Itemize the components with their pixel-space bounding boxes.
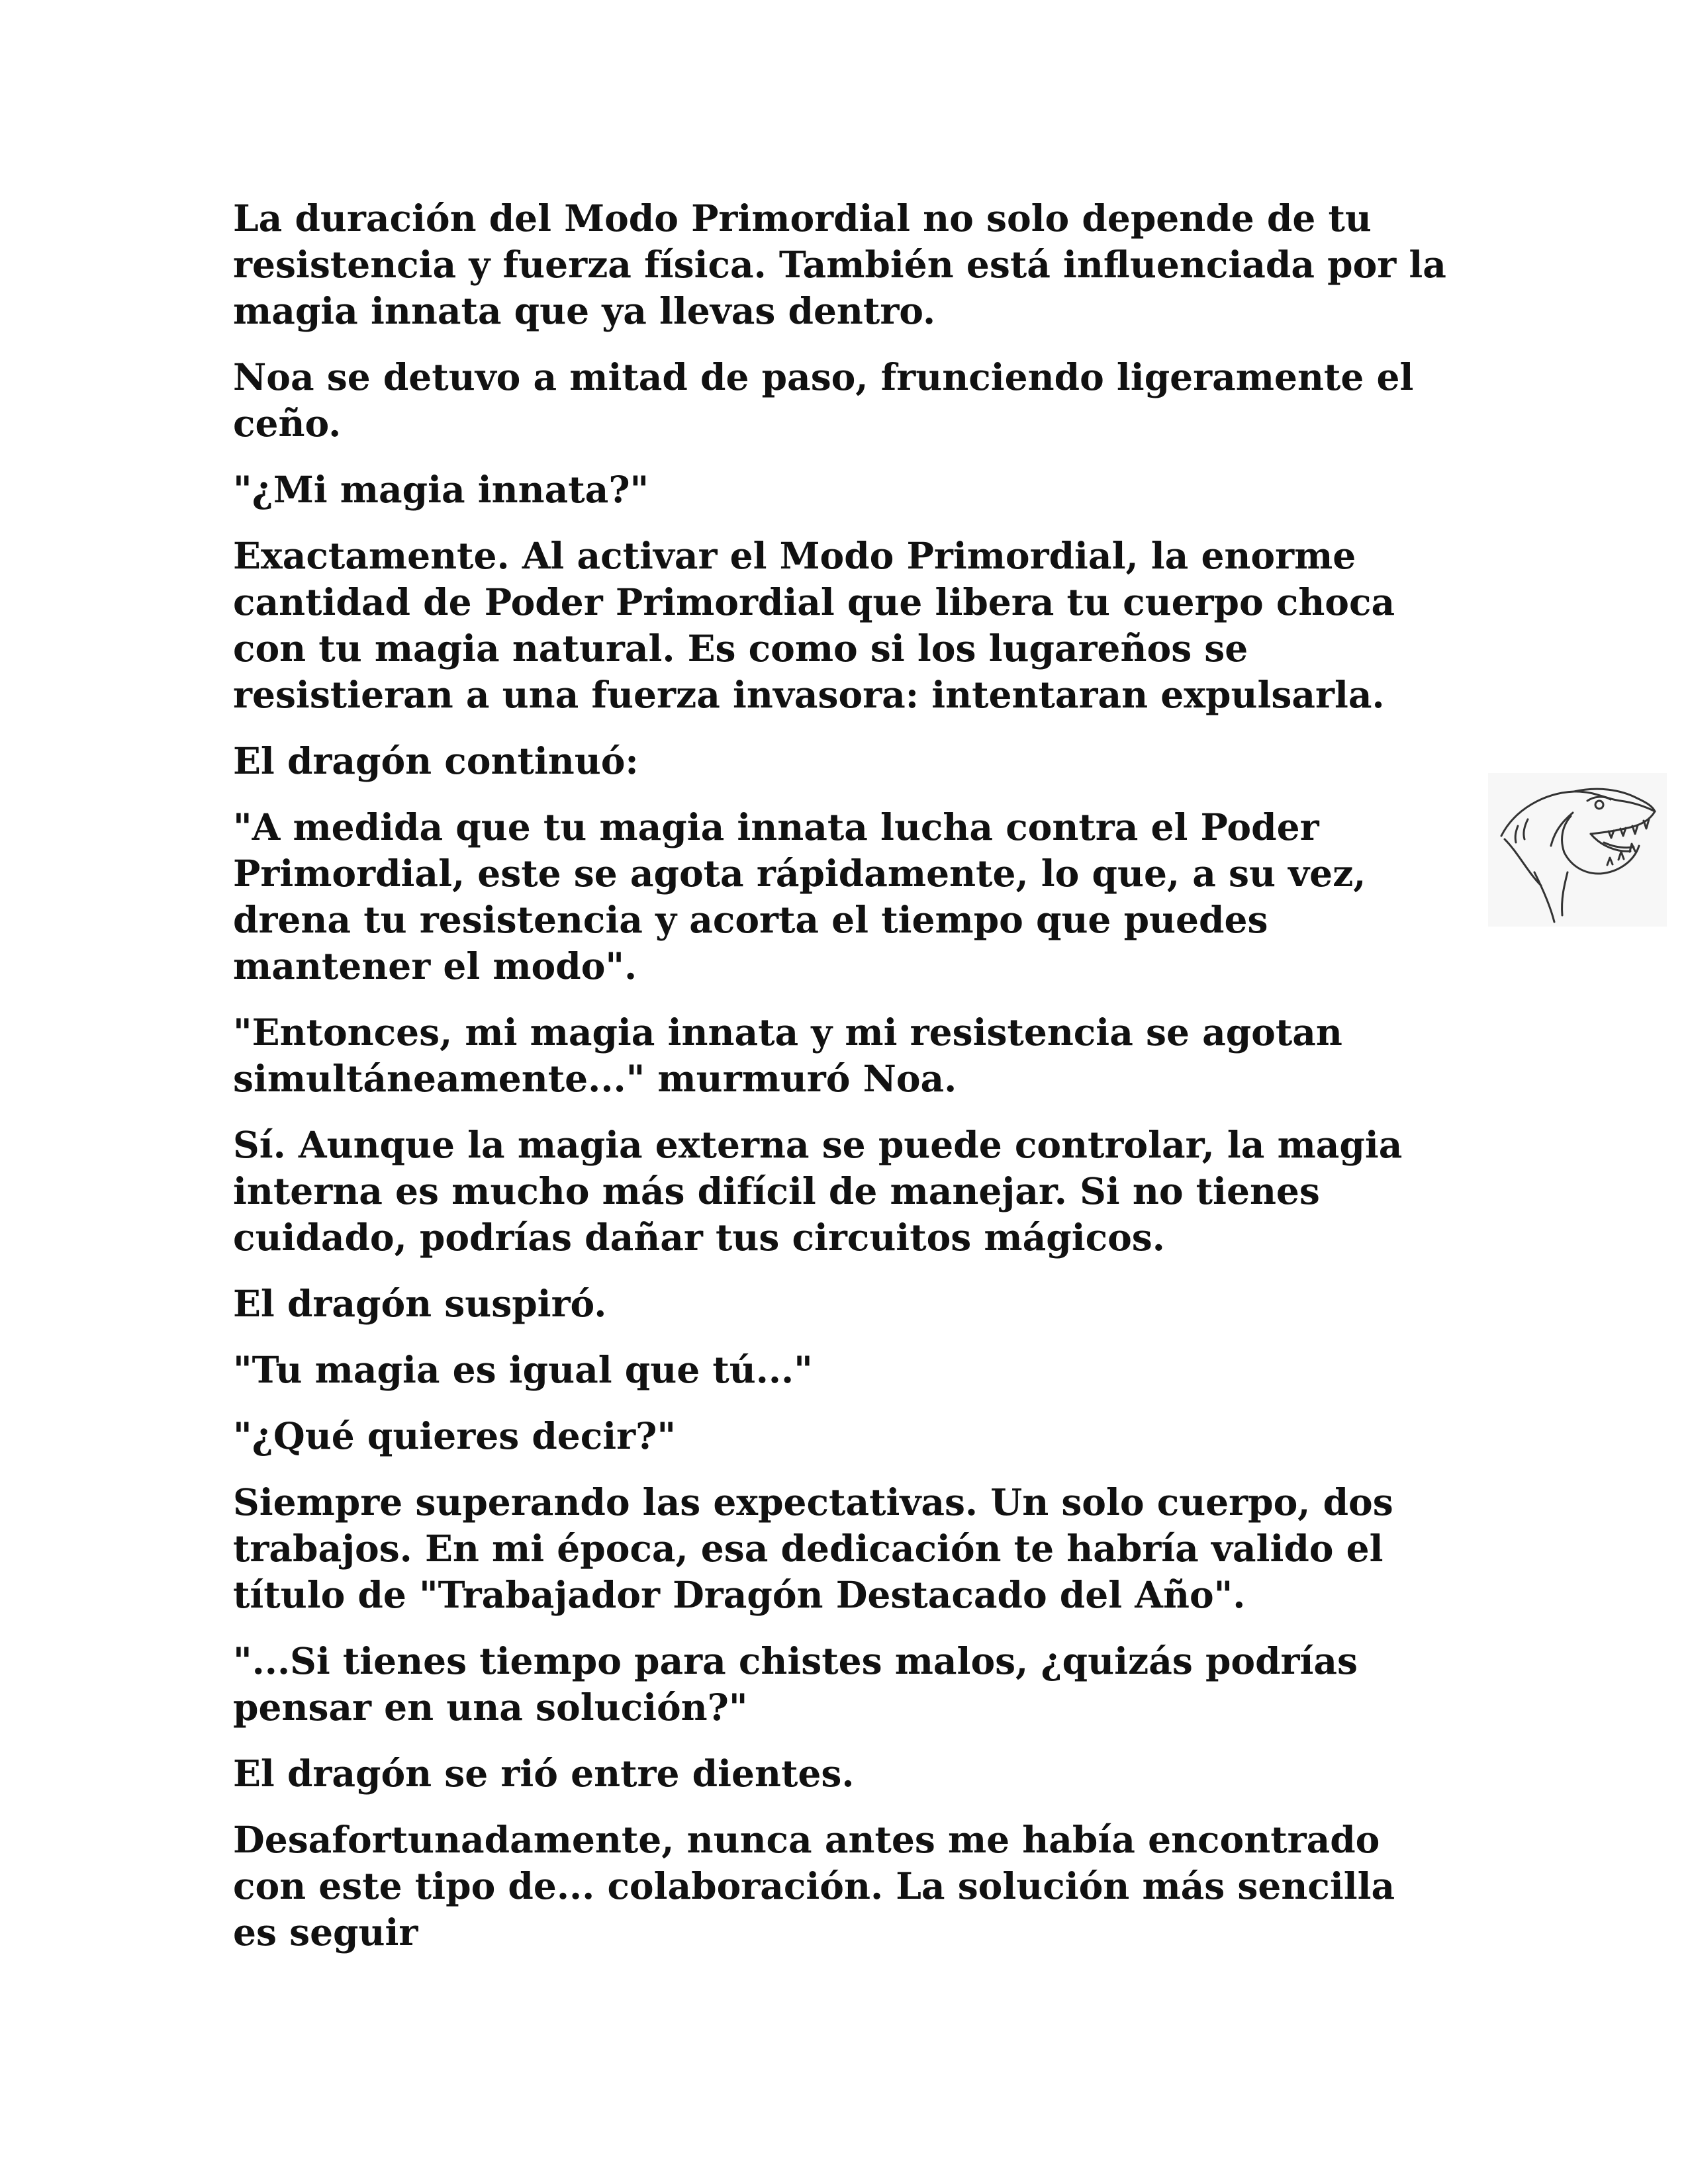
paragraph-2: Noa se detuvo a mitad de paso, frunciendo ligeramente el ceño. <box>233 355 1414 445</box>
paragraph-13: "...Si tienes tiempo para chistes malos, ¿quizás podrías pensar en una solución?" <box>233 1639 1358 1729</box>
paragraph-15: Desafortunadamente, nunca antes me había encontrado con este tipo de... colaboración. La solución más sencilla es seguir <box>233 1818 1395 1954</box>
paragraph-1: La duración del Modo Primordial no solo depende de tu resistencia y fuerza física. También está influenciada por la magia innata que ya llevas dentro. <box>233 197 1446 332</box>
paragraph-6: "A medida que tu magia innata lucha contra el Poder Primordial, este se agota rápidamente, lo que, a su vez, drena tu resistencia y acorta el tiempo que puedes mantener el modo". <box>233 805 1366 987</box>
paragraph-12: Siempre superando las expectativas. Un solo cuerpo, dos trabajos. En mi época, esa dedicación te habría valido el título de "Trabajador Dragón Destacado del Año". <box>233 1480 1393 1616</box>
paragraph-4: Exactamente. Al activar el Modo Primordial, la enorme cantidad de Poder Primordial que libera tu cuerpo choca con tu magia natural. Es como si los lugareños se resistieran a una fuerza invasora: intentaran expulsarla. <box>233 534 1395 716</box>
paragraph-8: Sí. Aunque la magia externa se puede controlar, la magia interna es mucho más difícil de manejar. Si no tienes cuidado, podrías dañar tus circuitos mágicos. <box>233 1123 1403 1259</box>
body-text <box>233 195 1451 1976</box>
paragraph-3: "¿Mi magia innata?" <box>233 468 649 511</box>
paragraph-9: El dragón suspiró. <box>233 1282 607 1325</box>
paragraph-5: El dragón continuó: <box>233 739 639 782</box>
dragon-head-sketch-icon <box>1488 773 1667 927</box>
paragraph-10: "Tu magia es igual que tú..." <box>233 1348 813 1391</box>
paragraph-14: El dragón se rió entre dientes. <box>233 1752 855 1795</box>
paragraph-11: "¿Qué quieres decir?" <box>233 1414 677 1457</box>
paragraph-7: "Entonces, mi magia innata y mi resistencia se agotan simultáneamente..." murmuró Noa. <box>233 1011 1342 1100</box>
